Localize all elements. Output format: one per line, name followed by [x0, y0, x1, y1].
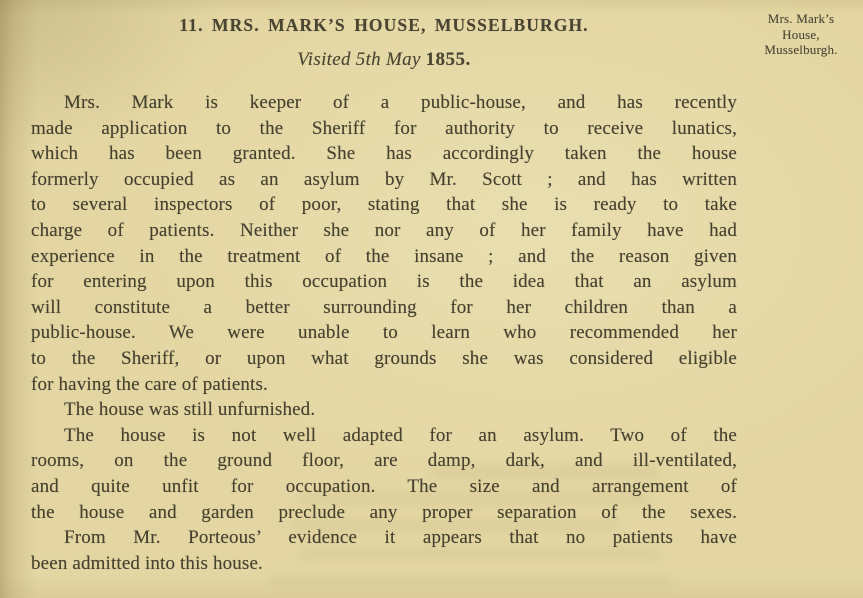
body-line: and quite unfit for occupation. The size and arrangement of — [31, 475, 737, 497]
show-through-smudge — [300, 492, 650, 505]
body-line: for entering upon this occupation is the idea that an asylum — [31, 271, 737, 293]
visit-date — [31, 49, 737, 71]
body-line: will constitute a better surrounding for her children than a — [31, 296, 737, 318]
show-through-smudge — [290, 520, 620, 532]
body-line: to the Sheriff, or upon what grounds she was considered eligible — [31, 347, 737, 369]
body-line: been admitted into this house. — [31, 552, 263, 574]
margin-note-line: Musselburgh. — [764, 42, 838, 57]
margin-note — [740, 11, 862, 58]
body-line: The house is not well adapted for an asylum. Two of the — [64, 424, 737, 446]
body-line: charge of patients. Neither she nor any of her family have had — [31, 219, 737, 241]
margin-note-line: Mrs. Mark’s — [767, 11, 835, 26]
body-line: public-house. We were unable to learn who recommended her — [31, 322, 737, 344]
visit-date-text: Visited 5th May — [297, 49, 421, 70]
body-line: experience in the treatment of the insane ; and the reason given — [31, 245, 737, 267]
section-heading: 11. MRS. MARK’S HOUSE, MUSSELBURGH. — [179, 15, 589, 35]
body-line: Mrs. Mark is keeper of a public-house, and has recently — [64, 92, 737, 113]
text-column — [31, 0, 737, 576]
visit-date-year: 1855. — [425, 49, 471, 70]
body-line: The house was still unfurnished. — [64, 399, 316, 421]
show-through-smudge — [300, 548, 660, 560]
body-line: which has been granted. She has accordingly taken the house — [31, 143, 737, 165]
body-line: From Mr. Porteous’ evidence it appears that no patients have — [64, 527, 737, 549]
margin-note-line: House, — [782, 26, 820, 42]
body-line: the house and garden preclude any proper separation of the sexes. — [31, 501, 737, 523]
body-line: for having the care of patients. — [31, 373, 268, 395]
show-through-smudge — [270, 575, 670, 587]
body-line: to several inspectors of poor, stating that she is ready to take — [31, 194, 737, 216]
body-line: rooms, on the ground floor, are damp, dark, and ill-ventilated, — [31, 450, 737, 472]
body-line: made application to the Sheriff for authority to receive lunatics, — [31, 117, 737, 139]
body-line: formerly occupied as an asylum by Mr. Scott ; and has written — [31, 168, 737, 190]
show-through-smudge — [430, 466, 660, 479]
